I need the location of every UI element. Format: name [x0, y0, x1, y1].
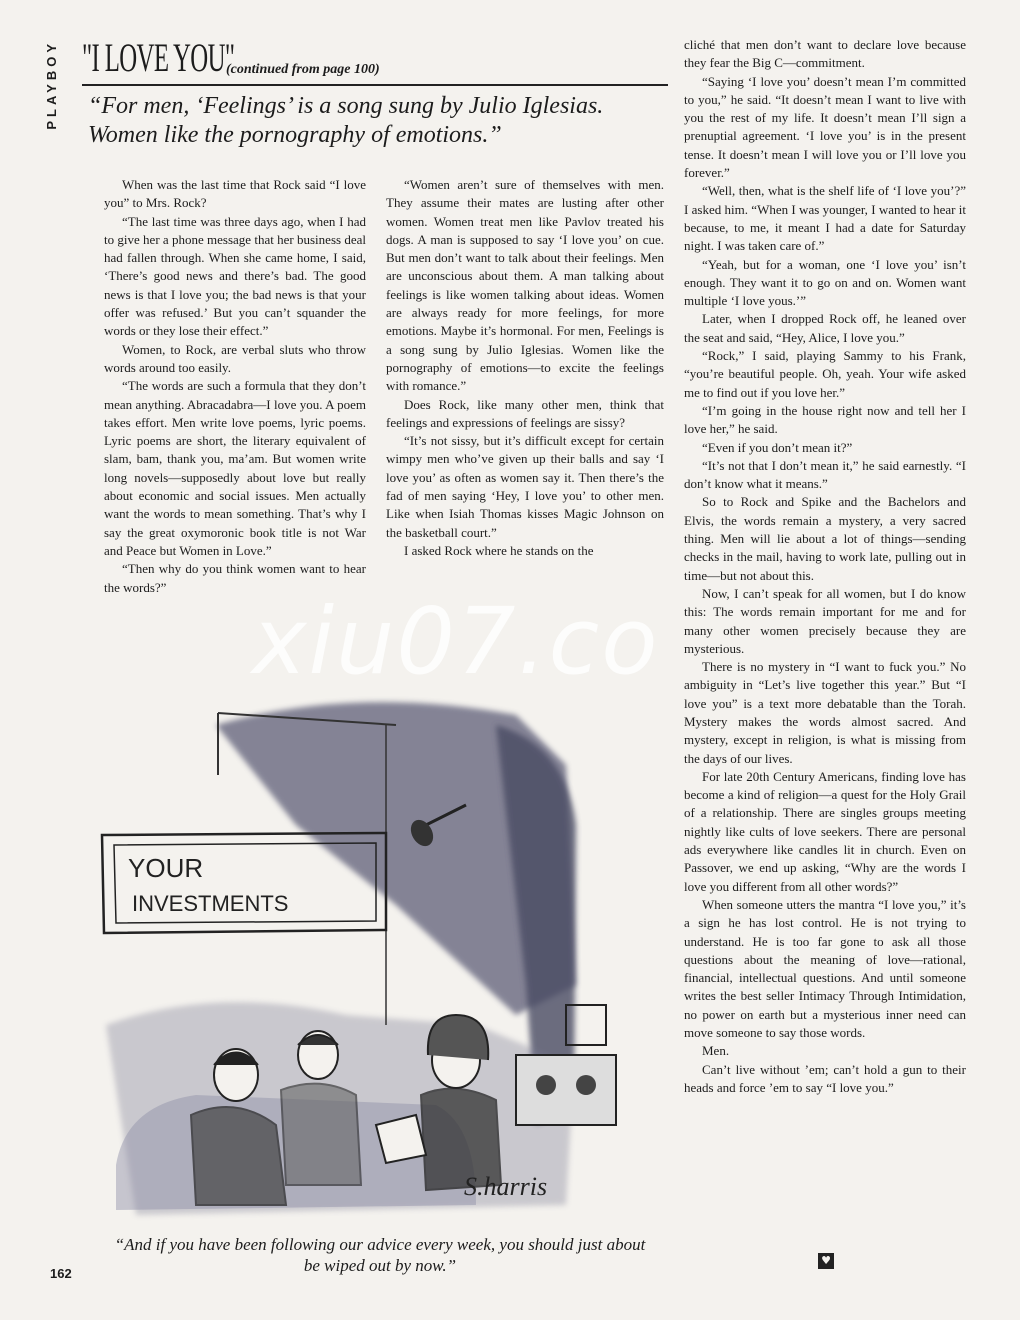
text-column-3	[684, 36, 966, 1097]
paragraph: When was the last time that Rock said “I love you” to Mrs. Rock?	[104, 177, 366, 211]
paragraph: “Yeah, but for a woman, one ‘I love you’ isn’t enough. They want it to go on and on. Women want multiple ‘I love yous.’”	[684, 256, 966, 309]
paragraph: Can’t live without ’em; can’t hold a gun to their heads and force ’em to say “I love you.”	[684, 1061, 966, 1095]
paragraph: “Well, then, what is the shelf life of ‘I love you’?” I asked him. “When I was younger, I wanted to hear it because, to me, it meant I had a date for Saturday night. I was taken care of.”	[684, 183, 966, 254]
cartoon-illustration	[96, 685, 678, 1225]
paragraph: “The words are such a formula that they don’t mean anything. Abracadabra—I love you. A poem takes effort. Men write love poems, lyric poems. Lyric poems are short, the literary equivalent of slam, bam, thank you, ma’am. But women write long novels—supposedly about love but really about economic and social issues. Men actually want the words to mean something. That’s why I say the great oxymoronic book title is not War and Peace but Women in Love.”	[104, 378, 366, 558]
paragraph: “Then why do you think women want to hear the words?”	[104, 561, 366, 595]
sign-line-1: YOUR	[128, 853, 204, 883]
paragraph: “It’s not that I don’t mean it,” he said earnestly. “I don’t know what it means.”	[684, 457, 966, 492]
text-column-2	[386, 176, 664, 560]
magazine-name: PLAYBOY	[44, 40, 59, 130]
article-title: "I LOVE YOU"	[82, 35, 235, 80]
cartoon-caption: “And if you have been following our advice every week, you should just about be wiped out by now.”	[114, 1235, 646, 1275]
paragraph: “The last time was three days ago, when I had to give her a phone message that her business deal had fallen through. When she came home, I said, ‘There’s good news and there’s bad. The good news is that I love you; the bad news is that your offer was refused.’ But you can’t squander the words or they lose their effect.”	[104, 213, 366, 339]
artist-signature: S.harris	[464, 1172, 548, 1201]
paragraph: “Rock,” I said, playing Sammy to his Frank, “you’re beautiful people. Oh, yeah. Your wife asked me to find out if you love her.”	[684, 348, 966, 400]
paragraph: Later, when I dropped Rock off, he leaned over the seat and said, “Hey, Alice, I love you.”	[684, 311, 966, 345]
paragraph: Now, I can’t speak for all women, but I do know this: The words remain important for me and for many other women precisely because they are mysterious.	[684, 585, 966, 656]
paragraph: Men.	[702, 1043, 730, 1059]
paragraph: “Women aren’t sure of themselves with men. They assume their mates are lusting after other women. Women treat men like Pavlov treated his dogs. A man is supposed to say ‘I love you’ on cue. But men don’t want to talk about their feelings. Men are unconscious about them. A man talking about feelings is like women talking about ideas. Women are always ready for more feelings, for more emotions. Maybe it’s hormonal. For men, Feelings is a song sung by Julio Iglesias. Women like the pornography of emotions—to excite the feelings with romance.”	[386, 177, 664, 394]
paragraph: “Even if you don’t mean it?”	[702, 439, 853, 455]
paragraph: Women, to Rock, are verbal sluts who throw words around too easily.	[104, 341, 366, 375]
pull-quote: “For men, ‘Feelings’ is a song sung by Julio Iglesias. Women like the pornography of emotions.”	[88, 93, 604, 148]
paragraph: I asked Rock where he stands on the	[404, 542, 594, 558]
paragraph: cliché that men don’t want to declare love because they fear the Big C—commitment.	[684, 37, 966, 71]
page-number: 162	[50, 1266, 72, 1281]
end-mark-icon: ♥	[818, 1253, 834, 1269]
paragraph: “Saying ‘I love you’ doesn’t mean I’m committed to you,” he said. “It doesn’t mean I want to live with you the rest of my life. It doesn’t mean I’ll sign a prenuptial agreement. ‘I love you’ is in the present tense. It doesn’t mean I will love you or I’ll love you forever.”	[684, 73, 966, 181]
paragraph: “I’m going in the house right now and tell her I love her,” he said.	[684, 402, 966, 437]
paragraph: When someone utters the mantra “I love you,” it’s a sign he has lost control. He is not trying to understand. He is too far gone to ask all those questions about the meaning of love—rational, financial, intellectual questions. And until someone writes the best seller Intimacy Through Intimidation, no power on earth but a mysterious inner need can move someone to say those words.	[684, 896, 966, 1041]
text-column-1	[104, 176, 366, 597]
header-rule	[82, 84, 668, 86]
paragraph: “It’s not sissy, but it’s difficult except for certain wimpy men who’ve given up their balls and say ‘I love you’ as often as women say it. Then there’s the fad of men saying ‘Hey, I love you’ to other men. Like when Isiah Thomas kisses Magic Johnson on the basketball court.”	[386, 433, 664, 540]
watermark: xiu07.co	[252, 588, 660, 695]
paragraph: Does Rock, like many other men, think that feelings and expressions of feelings are sissy?	[386, 396, 664, 430]
sign-line-2: INVESTMENTS	[132, 891, 289, 916]
paragraph: For late 20th Century Americans, finding love has become a kind of religion—a quest for the Holy Grail of a relationship. There are singles groups meeting nightly like cults of love seekers. There are personal ads everywhere like candles lit in church. Even on Passover, we end up asking, “Why are the words I love you different from all other words?”	[684, 768, 966, 894]
paragraph: So to Rock and Spike and the Bachelors and Elvis, the words remain a mystery, a very sacred thing. Men will lie about a lot of things—sending checks in the mail, having to work late, pulling out in time—but not about this.	[684, 494, 966, 583]
paragraph: There is no mystery in “I want to fuck you.” No ambiguity in “Let’s live together this year.” But “I love you” is a text more debatable than the Torah. Mystery makes the words almost sacred. And mystery, except in religion, is what is missing from the days of our lives.	[684, 659, 966, 766]
continued-note: (continued from page 100)	[226, 62, 380, 77]
